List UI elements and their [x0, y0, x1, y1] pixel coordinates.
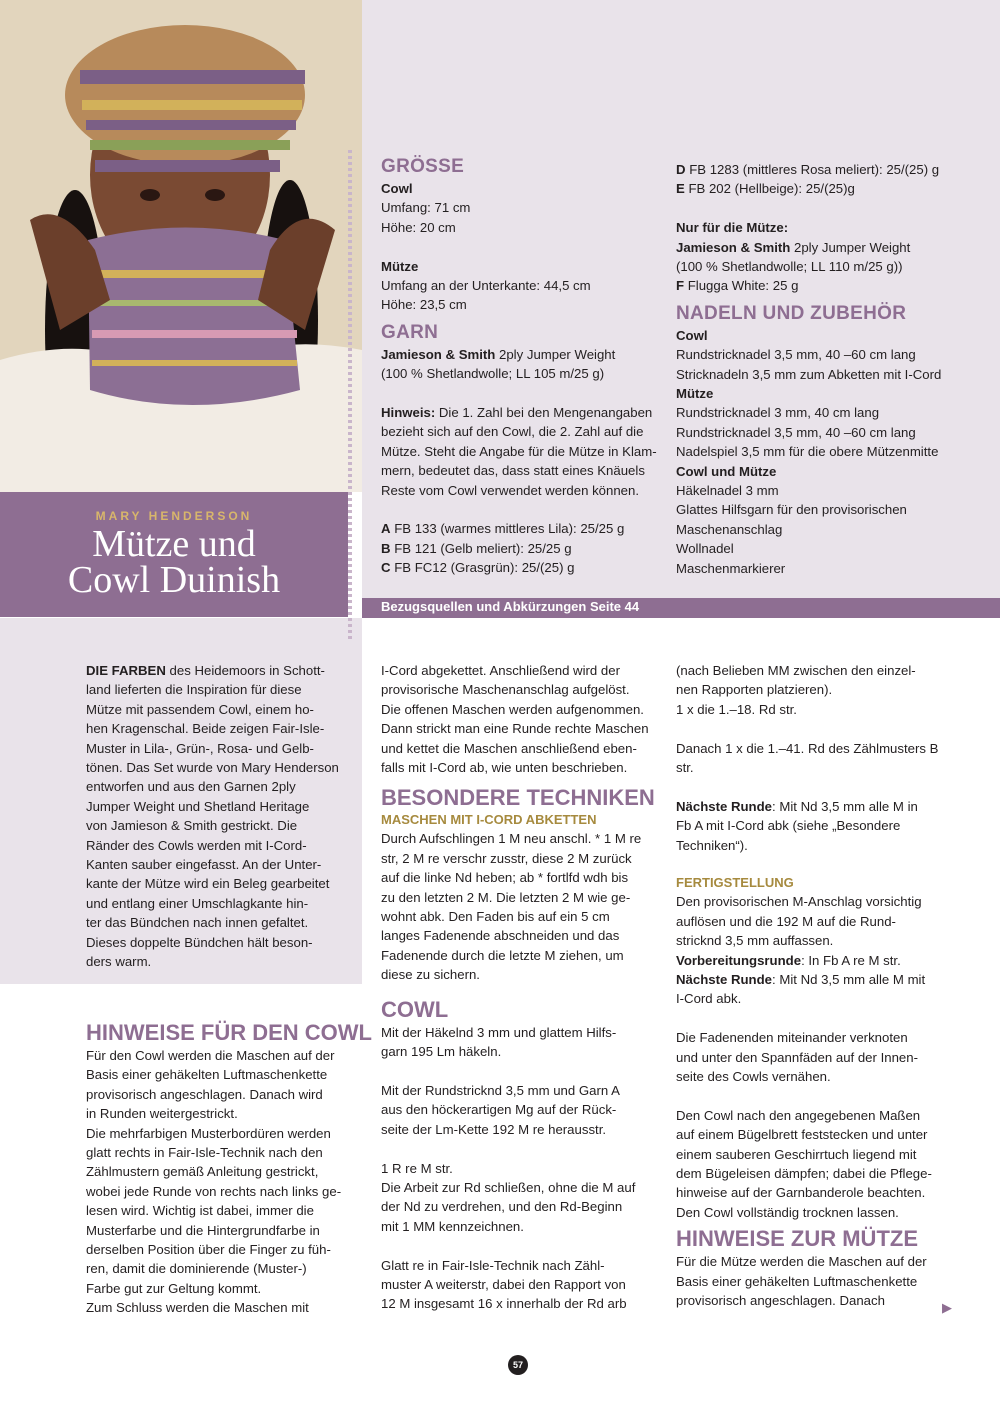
yarn-heading: GARN	[381, 321, 439, 343]
yarn-name: 2ply Jumper Weight	[495, 346, 616, 362]
hat-yarn-detail: (100 % Shetlandwolle; LL 110 m/25 g))	[676, 259, 903, 275]
model-photo	[0, 0, 362, 492]
yarn-brand: Jamieson & Smith	[381, 346, 496, 362]
icord-line: str, 2 M re verschr zusstr, diese 2 M zurück	[381, 850, 632, 866]
color-letter: C	[381, 560, 391, 576]
needles-item: Rundstricknadel 3,5 mm, 40 –60 cm lang	[676, 347, 916, 363]
note-line: mern, bedeutet das, dass statt eines Knäuels	[381, 463, 645, 479]
needles-item: Nadelspiel 3,5 mm für die obere Mützenmitte	[676, 444, 939, 460]
page-title	[0, 523, 348, 601]
icord-line: auf die linke Nd heben; ab * fortlfd wdh bis	[381, 870, 629, 886]
intro-line: Ränder des Cowls werden mit I-Cord-	[86, 837, 307, 853]
intro-line: land lieferten die Inspiration für diese	[86, 682, 302, 698]
hat-color-text: Flugga White: 25 g	[684, 278, 799, 294]
cowl-notes-line: Basis einer gehäkelten Luftmaschenkette	[86, 1067, 328, 1083]
cowl-hoehe: Höhe: 20 cm	[381, 219, 456, 235]
intro-text	[86, 661, 358, 972]
techniques-heading: BESONDERE TECHNIKEN	[381, 785, 655, 811]
intro-line: tönen. Das Set wurde von Mary Henderson	[86, 760, 339, 776]
cowl-line: Mit der Rundstricknd 3,5 mm und Garn A	[381, 1082, 620, 1098]
cowl-notes-line: Für den Cowl werden die Maschen auf der	[86, 1048, 335, 1063]
title-box	[0, 492, 348, 617]
cowl-line: Mit der Häkelnd 3 mm und glattem Hilfs-	[381, 1024, 617, 1040]
middle-line: provisorische Maschenanschlag aufgelöst.	[381, 682, 630, 698]
note-line: Mütze. Steht die Angabe für die Mütze in Klam-	[381, 443, 657, 459]
needles-cowl-label: Cowl	[676, 327, 708, 343]
right-line: Den provisorischen M-Anschlag vorsichtig	[676, 894, 922, 910]
hat-size-label: Mütze	[381, 258, 419, 274]
middle-line: Die offenen Maschen werden aufgenommen.	[381, 701, 644, 717]
right-line: auflösen und die 192 M auf die Rund-	[676, 913, 896, 929]
note-line: bezieht sich auf den Cowl, die 2. Zahl auf die	[381, 424, 644, 440]
icord-line: langes Fadenende abschneiden und das	[381, 928, 620, 944]
cowl-notes-line: Zählmustern gemäß Anleitung gestrickt,	[86, 1164, 319, 1180]
size-heading: GRÖSSE	[381, 156, 465, 177]
hat-notes-heading: HINWEISE ZUR MÜTZE	[676, 1226, 918, 1252]
needles-hat-label: Mütze	[676, 386, 714, 402]
right-line: seite des Cowls vernähen.	[676, 1069, 831, 1085]
intro-line: hen Kragenschal. Beide zeigen Fair-Isle-	[86, 721, 325, 737]
title-line-2: Cowl Duinish	[67, 559, 281, 601]
right-line: (nach Belieben MM zwischen den einzel-	[676, 663, 916, 678]
cowl-heading: COWL	[381, 996, 449, 1022]
color-item: FB 202 (Hellbeige): 25/(25)g	[684, 181, 855, 197]
cowl-line: 1 R re M str.	[381, 1160, 453, 1176]
next-round-label: Nächste Runde	[676, 972, 772, 988]
right-line: nen Rapporten platzieren).	[676, 682, 833, 698]
icord-line: Durch Aufschlingen 1 M neu anschl. * 1 M re	[381, 831, 642, 847]
intro-line: kante der Mütze wird ein Beleg gearbeitet	[86, 876, 330, 892]
color-letter: B	[381, 540, 391, 556]
cowl-notes-line: provisorisch angeschlagen. Danach wird	[86, 1086, 323, 1102]
needles-heading: NADELN UND ZUBEHÖR	[676, 302, 907, 324]
title-line-1: Mütze und	[92, 523, 256, 565]
hat-only-label: Nur für die Mütze:	[676, 220, 789, 236]
icord-line: Fadenende durch die letzte M ziehen, um	[381, 947, 624, 963]
cowl-notes-line: in Runden weitergestrickt.	[86, 1106, 238, 1122]
finishing-heading: FERTIGSTELLUNG	[676, 875, 794, 891]
needles-item: Wollnadel	[676, 541, 734, 557]
icord-subheading: MASCHEN MIT I-CORD ABKETTEN	[381, 812, 597, 828]
right-line: Basis einer gehäkelten Luftmaschenkette	[676, 1273, 918, 1289]
right-line: dem Bügeleisen dämpfen; dabei die Pflege-	[676, 1166, 932, 1182]
intro-line: Dieses doppelte Bündchen hält beson-	[86, 934, 313, 950]
right-line: I-Cord abk.	[676, 991, 742, 1007]
cowl-notes-line: lesen wird. Wichtig ist dabei, immer die	[86, 1203, 314, 1219]
stitch-decoration	[348, 150, 352, 640]
intro-line: entworfen und aus den Garnen 2ply	[86, 779, 296, 795]
middle-line: falls mit I-Cord ab, wie unten beschrieben.	[381, 760, 628, 776]
cowl-line: der Nd zu verdrehen, und den Rd-Beginn	[381, 1199, 623, 1215]
cowl-size-label: Cowl	[381, 181, 413, 196]
icord-line: zu den letzten 2 M. Die letzten 2 M wie ge-	[381, 889, 631, 905]
cowl-notes-text	[86, 1046, 358, 1318]
note-line: Reste vom Cowl verwendet werden können.	[381, 482, 640, 498]
cowl-line: Glatt re in Fair-Isle-Technik nach Zähl-	[381, 1257, 605, 1273]
cowl-notes-line: Die mehrfarbigen Musterbordüren werden	[86, 1125, 331, 1141]
cowl-notes-line: wobei jede Runde von rechts nach links ge-	[86, 1183, 342, 1199]
color-letter: A	[381, 521, 391, 537]
page-number: 57	[508, 1355, 528, 1375]
cowl-notes-line: Farbe gut zur Geltung kommt.	[86, 1280, 262, 1296]
intro-line: Kanten sauber eingefasst. An der Unter-	[86, 857, 322, 873]
needles-item: Rundstricknadel 3 mm, 40 cm lang	[676, 405, 880, 421]
needles-item: Stricknadeln 3,5 mm zum Abketten mit I-Cord	[676, 366, 942, 382]
yarn-detail: (100 % Shetlandwolle; LL 105 m/25 g)	[381, 366, 605, 382]
color-item: FB FC12 (Grasgrün): 25/(25) g	[390, 560, 575, 576]
cowl-umfang: Umfang: 71 cm	[381, 200, 471, 216]
right-line: Danach 1 x die 1.–41. Rd des Zählmusters B	[676, 740, 939, 756]
right-line: str.	[676, 760, 694, 776]
needles-item: Glattes Hilfsgarn für den provisorischen	[676, 502, 907, 518]
right-line: provisorisch angeschlagen. Danach	[676, 1293, 885, 1309]
right-line: Für die Mütze werden die Maschen auf der	[676, 1254, 927, 1270]
middle-line: I-Cord abgekettet. Anschließend wird der	[381, 663, 620, 678]
right-column	[676, 661, 966, 1311]
right-line: : In Fb A re M str.	[801, 952, 901, 968]
right-line: Techniken“).	[676, 837, 748, 853]
right-line: stricknd 3,5 mm auffassen.	[676, 933, 834, 949]
right-line: Fb A mit I-Cord abk (siehe „Besondere	[676, 818, 901, 834]
cowl-line: muster A weiterstr, dabei den Rapport von	[381, 1276, 626, 1292]
intro-line: Jumper Weight und Shetland Heritage	[86, 798, 310, 814]
cowl-notes-line: Musterfarbe und die Hintergrundfarbe in	[86, 1222, 320, 1238]
prep-round-label: Vorbereitungsrunde	[676, 952, 802, 968]
middle-column	[381, 661, 661, 1314]
intro-line: Muster in Lila-, Grün-, Rosa- und Gelb-	[86, 740, 314, 756]
cowl-line: aus den höckerartigen Mg auf der Rück-	[381, 1102, 617, 1118]
cowl-line: 12 M insgesamt 16 x innerhalb der Rd arb	[381, 1296, 627, 1312]
intro-line: von Jamieson & Smith gestrickt. Die	[86, 818, 298, 834]
hat-umfang: Umfang an der Unterkante: 44,5 cm	[381, 278, 591, 294]
right-line: Die Fadenenden miteinander verknoten	[676, 1030, 908, 1046]
right-line: : Mit Nd 3,5 mm alle M in	[772, 798, 918, 814]
icord-line: diese zu sichern.	[381, 967, 480, 983]
cowl-line: mit 1 MM kennzeichnen.	[381, 1218, 524, 1234]
intro-line: ter das Bündchen nach innen gefaltet.	[86, 915, 309, 931]
intro-line: des Heidemoors in Schott-	[165, 663, 325, 678]
cowl-notes-heading: HINWEISE FÜR DEN COWL	[86, 1020, 372, 1045]
needles-item: Rundstricknadel 3,5 mm, 40 –60 cm lang	[676, 424, 916, 440]
right-line: 1 x die 1.–18. Rd str.	[676, 701, 797, 717]
intro-line: ders warm.	[86, 954, 152, 970]
color-letter: D	[676, 162, 686, 177]
icord-line: wohnt abk. Den Faden bis auf ein 5 cm	[381, 909, 610, 925]
hat-hoehe: Höhe: 23,5 cm	[381, 297, 467, 313]
needles-item: Maschenanschlag	[676, 521, 783, 537]
right-line: und unter den Spannfäden auf der Innen-	[676, 1049, 918, 1065]
middle-line: und kettet die Maschen anschließend eben-	[381, 740, 637, 756]
cowl-notes-line: Zum Schluss werden die Maschen mit	[86, 1300, 309, 1316]
right-line: Den Cowl vollständig trocknen lassen.	[676, 1204, 899, 1220]
cowl-line: Die Arbeit zur Rd schließen, ohne die M auf	[381, 1179, 636, 1195]
note-line: Die 1. Zahl bei den Mengenangaben	[435, 405, 653, 421]
author-name: MARY HENDERSON	[95, 509, 253, 523]
needles-item: Maschenmarkierer	[676, 560, 786, 576]
right-line: hinweise auf der Garnbanderole beachten.	[676, 1185, 926, 1201]
source-bar	[362, 598, 1000, 618]
color-item: FB 133 (warmes mittleres Lila): 25/25 g	[390, 521, 625, 537]
hat-color-letter: F	[676, 278, 685, 294]
note-label: Hinweis:	[381, 405, 436, 421]
cowl-line: garn 195 Lm häkeln.	[381, 1044, 502, 1060]
right-line: auf einem Bügelbrett feststecken und unter	[676, 1127, 928, 1143]
specs-column-left	[381, 155, 666, 578]
next-round-label: Nächste Runde	[676, 798, 772, 814]
intro-line: und entlang einer Umschlagkante hin-	[86, 895, 309, 911]
hat-yarn-name: 2ply Jumper Weight	[790, 239, 911, 255]
hat-yarn-brand: Jamieson & Smith	[676, 239, 791, 255]
right-line: einem sauberen Geschirrtuch liegend mit	[676, 1146, 917, 1162]
right-line: Den Cowl nach den angegebenen Maßen	[676, 1107, 921, 1123]
color-item: FB 1283 (mittleres Rosa meliert): 25/(25) g	[685, 162, 940, 177]
specs-column-right	[676, 160, 986, 578]
needles-both-label: Cowl und Mütze	[676, 463, 777, 479]
intro-lead: DIE FARBEN	[86, 663, 166, 678]
color-item: FB 121 (Gelb meliert): 25/25 g	[390, 540, 572, 556]
right-line: : Mit Nd 3,5 mm alle M mit	[772, 972, 926, 988]
color-letter: E	[676, 181, 685, 197]
cowl-line: seite der Lm-Kette 192 M re herausstr.	[381, 1121, 607, 1137]
cowl-notes-line: ren, damit die dominierende (Muster-)	[86, 1261, 307, 1277]
cowl-notes-line: derselben Position über die Finger zu füh-	[86, 1242, 331, 1258]
cowl-notes-line: glatt rechts in Fair-Isle-Technik nach den	[86, 1145, 323, 1161]
middle-line: Dann strickt man eine Runde rechte Maschen	[381, 721, 649, 737]
triangle-right-icon[interactable]: ▶	[942, 1300, 952, 1315]
intro-line: Mütze mit passendem Cowl, einem ho-	[86, 701, 314, 717]
needles-item: Häkelnadel 3 mm	[676, 483, 779, 499]
source-note: Bezugsquellen und Abkürzungen Seite 44	[381, 599, 640, 614]
